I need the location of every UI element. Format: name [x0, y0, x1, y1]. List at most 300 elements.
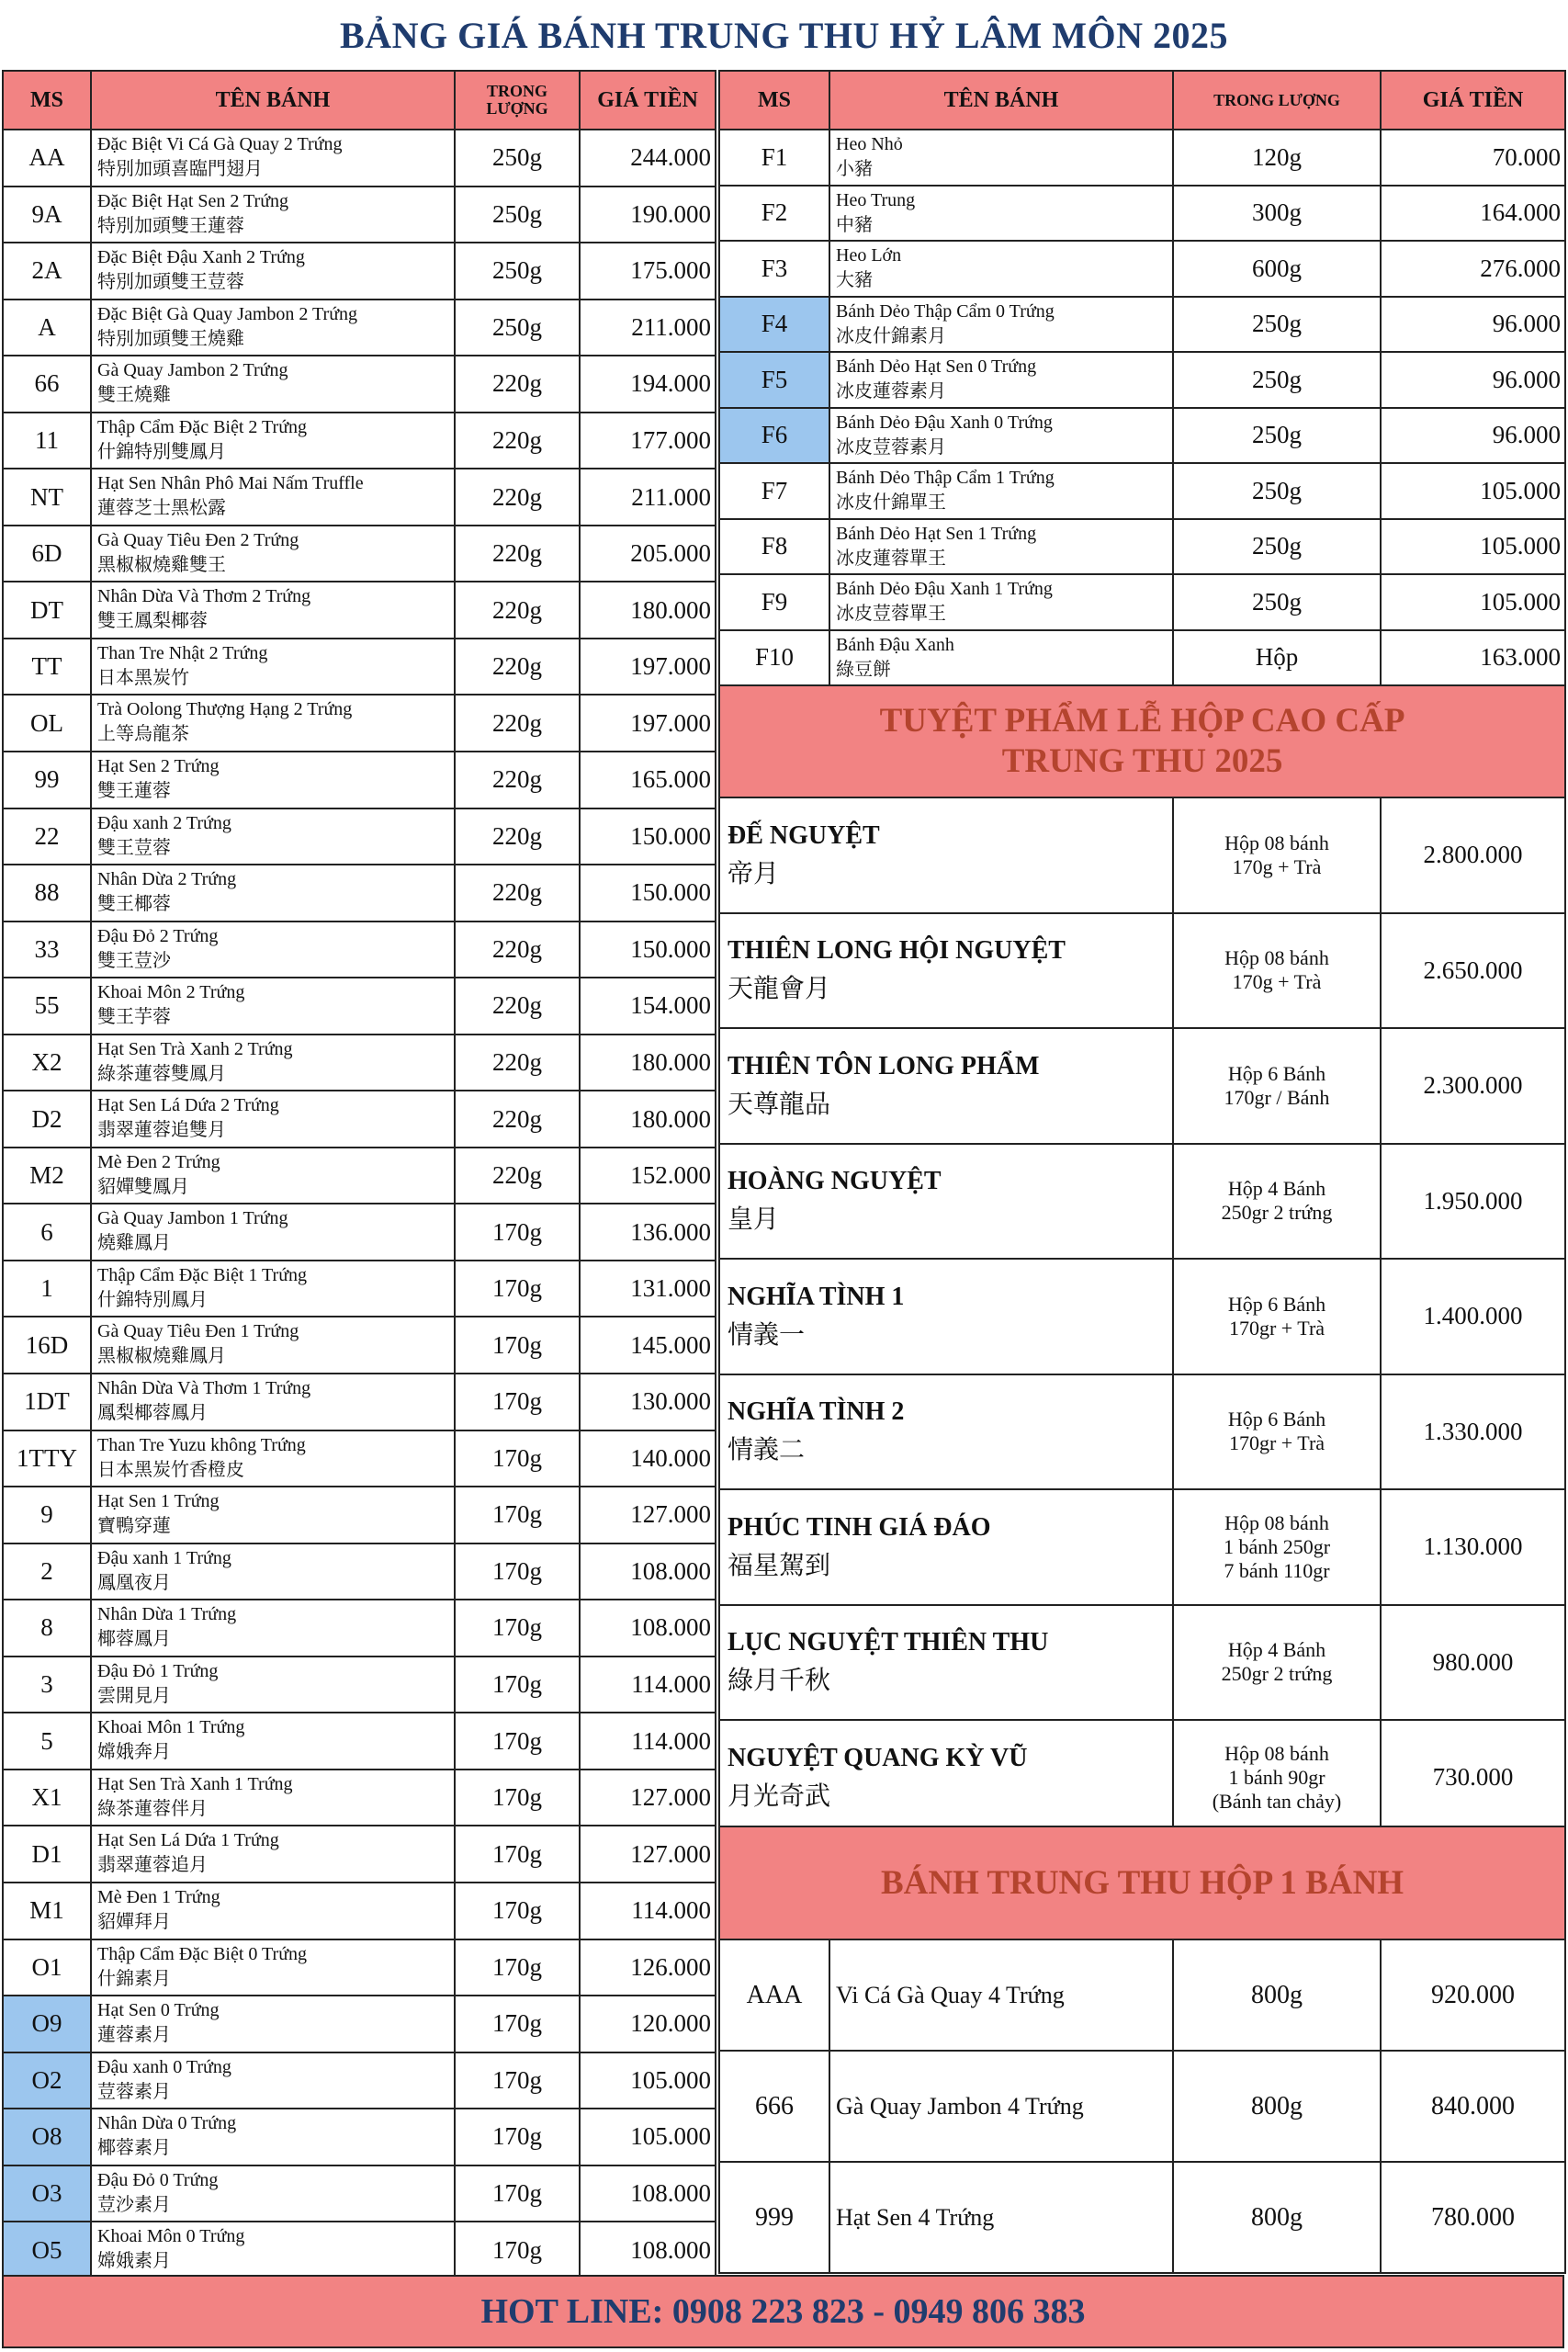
gift-box-price: 2.800.000	[1381, 797, 1565, 913]
gift-box-name-cell	[719, 797, 1173, 913]
snow-skin-price-row	[719, 241, 1565, 297]
product-code: A	[3, 300, 91, 356]
gift-box-row	[719, 1489, 1565, 1605]
product-name: Vi Cá Gà Quay 4 Trứng	[829, 1939, 1173, 2051]
product-code: F1	[719, 130, 829, 186]
product-name-vietnamese: Đậu xanh 0 Trứng	[97, 2056, 231, 2077]
cake-price-row	[3, 695, 716, 752]
product-weight: 170g	[455, 2222, 580, 2278]
product-name-vietnamese: Gà Quay Jambon 1 Trứng	[97, 1208, 288, 1229]
product-price: 180.000	[580, 1035, 716, 1091]
header-ms: MS	[719, 71, 829, 130]
product-name-chinese: 黑椒椒燒雞鳳月	[97, 1346, 226, 1367]
product-name-vietnamese: Hạt Sen 1 Trứng	[97, 1491, 220, 1512]
gift-box-name-vietnamese: LỤC NGUYỆT THIÊN THU	[728, 1628, 1049, 1657]
product-name-chinese: 雙王蓮蓉	[97, 781, 171, 802]
product-name-vietnamese: Đặc Biệt Vi Cá Gà Quay 2 Trứng	[97, 134, 343, 154]
product-price: 136.000	[580, 1204, 716, 1261]
product-name-cell	[91, 469, 455, 526]
product-code: 66	[3, 356, 91, 413]
product-price: 108.000	[580, 2222, 716, 2278]
product-weight: 220g	[455, 1091, 580, 1148]
cake-price-row	[3, 1544, 716, 1600]
product-name-chinese: 冰皮什錦單王	[836, 492, 946, 513]
product-price: 165.000	[580, 752, 716, 808]
premium-title-line-2: TRUNG THU 2025	[1001, 742, 1283, 780]
product-price: 780.000	[1381, 2162, 1565, 2273]
gift-box-description-line: 7 bánh 110gr	[1224, 1558, 1330, 1582]
gift-box-name-cell	[719, 1374, 1173, 1490]
header-weight: TRONG LƯỢNG	[455, 71, 580, 130]
product-name-cell	[91, 1261, 455, 1317]
product-name-vietnamese: Đậu xanh 2 Trứng	[97, 812, 231, 833]
gift-box-name-chinese: 月光奇武	[728, 1781, 831, 1811]
product-price: 120.000	[580, 1996, 716, 2052]
product-name-vietnamese: Bánh Đậu Xanh	[836, 634, 954, 655]
product-code: AA	[3, 130, 91, 187]
product-name-vietnamese: Gà Quay Tiêu Đen 2 Trứng	[97, 529, 299, 550]
product-name-chinese: 什錦特別雙鳳月	[97, 441, 226, 462]
product-weight: 170g	[455, 2052, 580, 2109]
product-code: 99	[3, 752, 91, 808]
product-name-cell	[829, 463, 1173, 519]
product-code: 88	[3, 865, 91, 922]
product-name-vietnamese: Than Tre Nhật 2 Trứng	[97, 642, 268, 663]
product-name-cell	[829, 186, 1173, 242]
product-price: 108.000	[580, 1600, 716, 1657]
product-name-cell	[91, 2052, 455, 2109]
cake-price-row	[3, 1430, 716, 1487]
product-name-cell	[91, 752, 455, 808]
gift-box-description-line: (Bánh tan chảy)	[1212, 1789, 1342, 1813]
product-price: 211.000	[580, 469, 716, 526]
product-code: X2	[3, 1035, 91, 1091]
gift-box-description	[1173, 1374, 1381, 1490]
product-price: 96.000	[1381, 297, 1565, 353]
product-weight: 220g	[455, 865, 580, 922]
product-code: 11	[3, 413, 91, 469]
gift-box-description-line: 170g + Trà	[1232, 970, 1322, 994]
product-name-chinese: 黑椒椒燒雞雙王	[97, 554, 226, 575]
product-name-chinese: 貂嬋拜月	[97, 1911, 171, 1932]
snow-skin-price-table	[718, 70, 1566, 686]
product-name-chinese: 特別加頭雙王蓮蓉	[97, 215, 244, 236]
product-name-vietnamese: Thập Cẩm Đặc Biệt 2 Trứng	[97, 416, 308, 437]
product-name-chinese: 冰皮蓮蓉素月	[836, 381, 946, 401]
product-name-vietnamese: Thập Cẩm Đặc Biệt 0 Trứng	[97, 1943, 308, 1964]
gift-box-name-vietnamese: NGUYỆT QUANG KỲ VŨ	[728, 1743, 1028, 1772]
header-ms: MS	[3, 71, 91, 130]
product-name-cell	[91, 1770, 455, 1826]
cake-price-row	[3, 865, 716, 922]
product-weight: 170g	[455, 1657, 580, 1713]
product-name-cell	[91, 413, 455, 469]
product-price: 108.000	[580, 1544, 716, 1600]
gift-box-description-line: Hộp 6 Bánh	[1227, 1061, 1326, 1085]
product-price: 177.000	[580, 413, 716, 469]
cake-price-row	[3, 2109, 716, 2165]
gift-box-name-cell	[719, 1489, 1173, 1605]
snow-skin-price-row	[719, 463, 1565, 519]
gift-box-description	[1173, 1028, 1381, 1144]
product-price: 96.000	[1381, 352, 1565, 408]
gift-box-name-cell	[719, 913, 1173, 1029]
product-name-chinese: 綠茶蓮蓉雙鳳月	[97, 1063, 226, 1084]
gift-box-name-vietnamese: HOÀNG NGUYỆT	[728, 1167, 942, 1196]
product-price: 131.000	[580, 1261, 716, 1317]
product-code: F2	[719, 186, 829, 242]
product-weight: 250g	[455, 187, 580, 243]
product-weight: 220g	[455, 752, 580, 808]
gift-box-description-line: Hộp 4 Bánh	[1227, 1177, 1326, 1201]
product-code: O2	[3, 2052, 91, 2109]
product-name-chinese: 蓮蓉芝士黑松露	[97, 498, 226, 519]
gift-box-description-line: 250gr 2 trứng	[1221, 1662, 1333, 1686]
gift-box-name-chinese: 綠月千秋	[728, 1667, 831, 1696]
product-price: 105.000	[580, 2052, 716, 2109]
snow-skin-price-row	[719, 186, 1565, 242]
premium-banner	[719, 685, 1565, 797]
product-price: 840.000	[1381, 2051, 1565, 2162]
product-price: 127.000	[580, 1826, 716, 1883]
product-code: F3	[719, 241, 829, 297]
gift-box-description-line: Hộp 6 Bánh	[1227, 1292, 1326, 1316]
product-weight: 220g	[455, 978, 580, 1035]
cake-price-row	[3, 1826, 716, 1883]
cake-price-row	[3, 808, 716, 865]
product-price: 70.000	[1381, 130, 1565, 186]
product-name-chinese: 特別加頭喜臨門翅月	[97, 159, 263, 179]
product-name-cell	[91, 243, 455, 300]
product-price: 205.000	[580, 526, 716, 582]
product-name-cell	[91, 978, 455, 1035]
gift-box-row	[719, 1144, 1565, 1260]
cake-price-row	[3, 1600, 716, 1657]
product-name-vietnamese: Gà Quay Tiêu Đen 1 Trứng	[97, 1321, 299, 1342]
product-weight: 220g	[455, 526, 580, 582]
product-name-chinese: 冰皮什錦素月	[836, 325, 946, 346]
product-name-chinese: 嫦娥奔月	[97, 1742, 171, 1763]
product-name-cell	[91, 2222, 455, 2278]
product-name-cell	[91, 639, 455, 695]
page-title: BẢNG GIÁ BÁNH TRUNG THU HỶ LÂM MÔN 2025	[340, 14, 1228, 56]
product-name-vietnamese: Hạt Sen Trà Xanh 2 Trứng	[97, 1038, 293, 1059]
cake-price-row	[3, 978, 716, 1035]
gift-box-name-chinese: 天龍會月	[728, 975, 831, 1004]
product-name-vietnamese: Nhân Dừa Và Thơm 2 Trứng	[97, 586, 311, 607]
product-weight: 170g	[455, 1996, 580, 2052]
product-name-cell	[91, 1713, 455, 1770]
cake-price-row	[3, 1374, 716, 1430]
product-name-cell	[91, 526, 455, 582]
header-price: GIÁ TIỀN	[580, 71, 716, 130]
product-weight: 250g	[1173, 463, 1381, 519]
product-name-vietnamese: Hạt Sen Nhân Phô Mai Nấm Truffle	[97, 473, 364, 494]
product-name-vietnamese: Than Tre Yuzu không Trứng	[97, 1434, 306, 1455]
product-name-cell	[91, 695, 455, 752]
product-name-vietnamese: Hạt Sen 2 Trứng	[97, 756, 220, 777]
product-weight: 170g	[455, 1430, 580, 1487]
product-code: NT	[3, 469, 91, 526]
cake-price-row	[3, 2052, 716, 2109]
product-name-cell	[829, 352, 1173, 408]
gift-box-name-chinese: 天尊龍品	[728, 1090, 831, 1119]
cake-price-row	[3, 639, 716, 695]
product-name-cell	[91, 1035, 455, 1091]
cake-price-row	[3, 582, 716, 639]
gift-box-name-cell	[719, 1028, 1173, 1144]
product-name-vietnamese: Nhân Dừa 0 Trứng	[97, 2113, 237, 2134]
product-price: 180.000	[580, 582, 716, 639]
product-price: 114.000	[580, 1713, 716, 1770]
product-name-cell	[91, 1996, 455, 2052]
product-price: 108.000	[580, 2165, 716, 2222]
product-code: F8	[719, 519, 829, 575]
product-code: O3	[3, 2165, 91, 2222]
product-weight: 170g	[455, 1544, 580, 1600]
gift-box-price: 2.650.000	[1381, 913, 1565, 1029]
cake-price-row	[3, 469, 716, 526]
product-name-vietnamese: Trà Oolong Thượng Hạng 2 Trứng	[97, 699, 353, 720]
product-name-vietnamese: Đặc Biệt Đậu Xanh 2 Trứng	[97, 247, 305, 268]
product-code: O8	[3, 2109, 91, 2165]
product-code: F5	[719, 352, 829, 408]
product-name-vietnamese: Đậu Đỏ 1 Trứng	[97, 1660, 219, 1681]
product-name-vietnamese: Heo Lớn	[836, 245, 902, 266]
product-code: 9A	[3, 187, 91, 243]
product-name-cell	[829, 241, 1173, 297]
product-price: 96.000	[1381, 408, 1565, 464]
product-name-vietnamese: Khoai Môn 1 Trứng	[97, 1717, 245, 1738]
cake-price-row	[3, 1317, 716, 1374]
gift-box-name-cell	[719, 1605, 1173, 1721]
product-price: 163.000	[1381, 630, 1565, 686]
product-code: TT	[3, 639, 91, 695]
product-code: 666	[719, 2051, 829, 2162]
gift-box-row	[719, 1028, 1565, 1144]
product-weight: 220g	[455, 582, 580, 639]
product-name-cell	[91, 1939, 455, 1996]
gift-box-row	[719, 1259, 1565, 1374]
gift-box-name-vietnamese: NGHĨA TÌNH 2	[728, 1397, 905, 1427]
product-name-chinese: 蓮蓉素月	[97, 2025, 171, 2046]
gift-box-price: 980.000	[1381, 1605, 1565, 1721]
product-weight: 170g	[455, 2109, 580, 2165]
gift-box-price: 2.300.000	[1381, 1028, 1565, 1144]
product-weight: 120g	[1173, 130, 1381, 186]
product-price: 140.000	[580, 1430, 716, 1487]
product-name-vietnamese: Đặc Biệt Gà Quay Jambon 2 Trứng	[97, 303, 358, 324]
product-name-vietnamese: Heo Trung	[836, 189, 916, 210]
header-name: TÊN BÁNH	[91, 71, 455, 130]
single-cake-row	[719, 1939, 1565, 2051]
snow-skin-price-row	[719, 519, 1565, 575]
product-name-cell	[91, 130, 455, 187]
product-price: 145.000	[580, 1317, 716, 1374]
product-weight: 800g	[1173, 2051, 1381, 2162]
product-weight: Hộp	[1173, 630, 1381, 686]
product-name-chinese: 雙王鳳梨椰蓉	[97, 611, 208, 632]
product-code: 8	[3, 1600, 91, 1657]
product-weight: 800g	[1173, 1939, 1381, 2051]
gift-box-price: 1.400.000	[1381, 1259, 1565, 1374]
gift-box-description-line: 250gr 2 trứng	[1221, 1201, 1333, 1225]
gift-box-description-line: 170g + Trà	[1232, 854, 1322, 878]
gift-box-description	[1173, 1489, 1381, 1605]
product-name-vietnamese: Khoai Môn 0 Trứng	[97, 2226, 245, 2247]
product-weight: 250g	[1173, 297, 1381, 353]
product-name-cell	[829, 630, 1173, 686]
product-code: 6D	[3, 526, 91, 582]
product-price: 197.000	[580, 639, 716, 695]
product-name-chinese: 什錦素月	[97, 1968, 171, 1989]
cake-price-row	[3, 1091, 716, 1148]
product-weight: 220g	[455, 1148, 580, 1204]
product-weight: 220g	[455, 1035, 580, 1091]
cake-price-row	[3, 300, 716, 356]
gift-box-row	[719, 1605, 1565, 1721]
product-code: 16D	[3, 1317, 91, 1374]
product-name-chinese: 特別加頭雙王荳蓉	[97, 272, 244, 293]
cake-price-row	[3, 2165, 716, 2222]
product-price: 276.000	[1381, 241, 1565, 297]
cake-price-row	[3, 1035, 716, 1091]
product-price: 130.000	[580, 1374, 716, 1430]
product-code: F7	[719, 463, 829, 519]
product-price: 180.000	[580, 1091, 716, 1148]
product-name-cell	[829, 519, 1173, 575]
header-price: GIÁ TIỀN	[1381, 71, 1565, 130]
product-name-chinese: 鳳凰夜月	[97, 1572, 171, 1593]
gift-box-description-line: Hộp 6 Bánh	[1227, 1408, 1326, 1431]
product-weight: 250g	[1173, 574, 1381, 630]
product-price: 105.000	[1381, 574, 1565, 630]
single-cake-row	[719, 2051, 1565, 2162]
product-code: 1DT	[3, 1374, 91, 1430]
product-price: 920.000	[1381, 1939, 1565, 2051]
product-weight: 250g	[1173, 408, 1381, 464]
product-name-cell	[91, 1317, 455, 1374]
product-name-chinese: 荳蓉素月	[97, 2081, 171, 2102]
cake-price-row	[3, 1770, 716, 1826]
cake-price-row	[3, 413, 716, 469]
product-name-cell	[91, 300, 455, 356]
product-code: 3	[3, 1657, 91, 1713]
product-weight: 170g	[455, 1487, 580, 1544]
product-name-cell	[91, 1883, 455, 1939]
gift-box-description-line: Hộp 08 bánh	[1224, 1741, 1329, 1765]
gift-box-description-line: 170gr / Bánh	[1224, 1085, 1330, 1109]
gift-box-price: 1.130.000	[1381, 1489, 1565, 1605]
product-name-cell	[91, 922, 455, 978]
product-name-cell	[91, 1148, 455, 1204]
product-code: O9	[3, 1996, 91, 2052]
product-name-chinese: 雙王荳沙	[97, 950, 171, 971]
product-name-chinese: 寶鴨穿蓮	[97, 1516, 171, 1537]
product-name-cell	[91, 1430, 455, 1487]
product-code: 9	[3, 1487, 91, 1544]
product-weight: 250g	[1173, 352, 1381, 408]
product-weight: 170g	[455, 1600, 580, 1657]
cake-price-row	[3, 1939, 716, 1996]
product-name-chinese: 雙王椰蓉	[97, 894, 171, 915]
gift-box-description-line: Hộp 4 Bánh	[1227, 1638, 1326, 1662]
product-name-cell	[91, 865, 455, 922]
header-weight: TRONG LƯỢNG	[1173, 71, 1381, 130]
product-name-cell	[91, 1091, 455, 1148]
product-code: M1	[3, 1883, 91, 1939]
product-weight: 250g	[455, 243, 580, 300]
product-weight: 220g	[455, 356, 580, 413]
product-price: 127.000	[580, 1487, 716, 1544]
product-name-cell	[91, 1544, 455, 1600]
product-price: 105.000	[1381, 519, 1565, 575]
gift-box-name-chinese: 皇月	[728, 1205, 780, 1235]
gift-box-description-line: Hộp 08 bánh	[1224, 831, 1329, 854]
product-name-chinese: 翡翠蓮蓉追雙月	[97, 1120, 226, 1141]
cake-price-row	[3, 1657, 716, 1713]
product-name-vietnamese: Heo Nhỏ	[836, 134, 903, 154]
product-weight: 800g	[1173, 2162, 1381, 2273]
product-price: 211.000	[580, 300, 716, 356]
product-weight: 170g	[455, 1204, 580, 1261]
gift-box-name-chinese: 情義二	[728, 1436, 806, 1465]
product-name-chinese: 鳳梨椰蓉鳳月	[97, 1403, 208, 1424]
product-name-cell	[91, 187, 455, 243]
gift-box-name-chinese: 福星駕到	[728, 1551, 831, 1580]
product-code: 55	[3, 978, 91, 1035]
hotline-banner: HOT LINE: 0908 223 823 - 0949 806 383	[2, 2275, 1564, 2348]
product-weight: 170g	[455, 1770, 580, 1826]
product-code: DT	[3, 582, 91, 639]
product-weight: 220g	[455, 808, 580, 865]
product-name-chinese: 什錦特別鳳月	[97, 1289, 208, 1310]
product-price: 164.000	[1381, 186, 1565, 242]
product-name-chinese: 特別加頭雙王燒雞	[97, 328, 244, 349]
product-weight: 170g	[455, 1713, 580, 1770]
product-name-chinese: 貂嬋雙鳳月	[97, 1176, 189, 1197]
cake-price-row	[3, 526, 716, 582]
gift-box-description-line: 1 bánh 250gr	[1223, 1534, 1331, 1558]
product-weight: 170g	[455, 2165, 580, 2222]
gift-box-description-line: Hộp 08 bánh	[1224, 946, 1329, 970]
product-code: F10	[719, 630, 829, 686]
product-name-vietnamese: Đậu Đỏ 2 Trứng	[97, 925, 219, 946]
gift-box-row	[719, 913, 1565, 1029]
cake-price-row	[3, 1204, 716, 1261]
cake-price-row	[3, 752, 716, 808]
product-weight: 170g	[455, 1261, 580, 1317]
cake-price-row	[3, 1148, 716, 1204]
gift-box-description-line: 1 bánh 90gr	[1228, 1765, 1325, 1789]
product-weight: 250g	[455, 130, 580, 187]
product-name-vietnamese: Nhân Dừa 2 Trứng	[97, 869, 237, 890]
main-price-table	[2, 70, 716, 2279]
gift-box-description	[1173, 797, 1381, 913]
product-price: 152.000	[580, 1148, 716, 1204]
product-price: 105.000	[1381, 463, 1565, 519]
product-code: AAA	[719, 1939, 829, 2051]
gift-box-name-cell	[719, 1144, 1173, 1260]
product-name-chinese: 中豬	[836, 214, 873, 235]
product-name-chinese: 翡翠蓮蓉追月	[97, 1855, 208, 1876]
product-weight: 170g	[455, 1939, 580, 1996]
snow-skin-price-row	[719, 630, 1565, 686]
gift-box-row	[719, 1374, 1565, 1490]
product-name-vietnamese: Đậu xanh 1 Trứng	[97, 1547, 231, 1568]
premium-gift-box-table	[718, 684, 1566, 1837]
product-name-chinese: 上等烏龍茶	[97, 724, 189, 745]
